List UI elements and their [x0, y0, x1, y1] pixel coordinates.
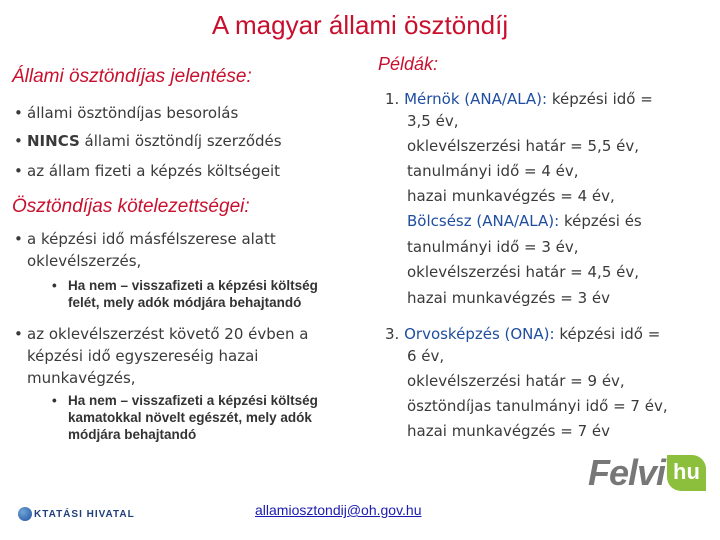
example-line: ösztöndíjas tanulmányi idő = 7 év,: [407, 397, 668, 415]
heading-meaning: Állami ösztöndíjas jelentése:: [12, 66, 252, 87]
oh-logo-icon: [18, 507, 32, 521]
bullet-item: • NINCS állami ösztöndíj szerződés: [14, 132, 282, 150]
example-line: tanulmányi idő = 4 év,: [407, 162, 579, 180]
bullet-item: • az állam fizeti a képzés költségeit: [14, 162, 281, 180]
example-medicine: 3. Orvosképzés (ONA): képzési idő =: [385, 325, 661, 343]
example-engineer: 1. Mérnök (ANA/ALA): képzési idő =: [385, 90, 653, 108]
bullet-item-domestic-work: • az oklevélszerzést követő 20 évben a képzési idő egyszereséig hazai munkavégzés,: [14, 325, 309, 387]
example-line: 3,5 év,: [407, 112, 459, 130]
example-line: oklevélszerzési határ = 5,5 év,: [407, 137, 640, 155]
example-line: hazai munkavégzés = 3 év: [407, 289, 611, 307]
bullet-item-degree-deadline: • a képzési idő másfélszerese alatt oklevélszerzés,: [14, 230, 276, 270]
example-line: tanulmányi idő = 3 év,: [407, 238, 579, 256]
sub-bullet-item: • Ha nem – visszafizeti a képzési költség felét, mely adók módjára behajtandó: [52, 278, 318, 310]
example-line: oklevélszerzési határ = 4,5 év,: [407, 263, 640, 281]
contact-email-link[interactable]: allamiosztondij@oh.gov.hu: [255, 502, 422, 518]
heading-examples: Példák:: [378, 54, 439, 74]
example-line: hazai munkavégzés = 7 év: [407, 422, 611, 440]
felvi-logo: Felvi hu: [588, 452, 706, 494]
heading-obligations: Ösztöndíjas kötelezettségei:: [12, 196, 250, 217]
bullet-item: • állami ösztöndíjas besorolás: [14, 104, 239, 122]
example-line: hazai munkavégzés = 4 év,: [407, 187, 615, 205]
sub-bullet-item: • Ha nem – visszafizeti a képzési költség kamatokkal növelt egészét, mely adók módjára behajtandó: [52, 393, 318, 442]
example-humanities: Bölcsész (ANA/ALA): képzési és: [407, 212, 642, 230]
example-line: 6 év,: [407, 347, 445, 365]
oktatasi-hivatal-logo: KTATÁSI HIVATAL: [18, 507, 135, 521]
page-title: A magyar állami ösztöndíj: [211, 10, 509, 40]
example-line: oklevélszerzési határ = 9 év,: [407, 372, 625, 390]
